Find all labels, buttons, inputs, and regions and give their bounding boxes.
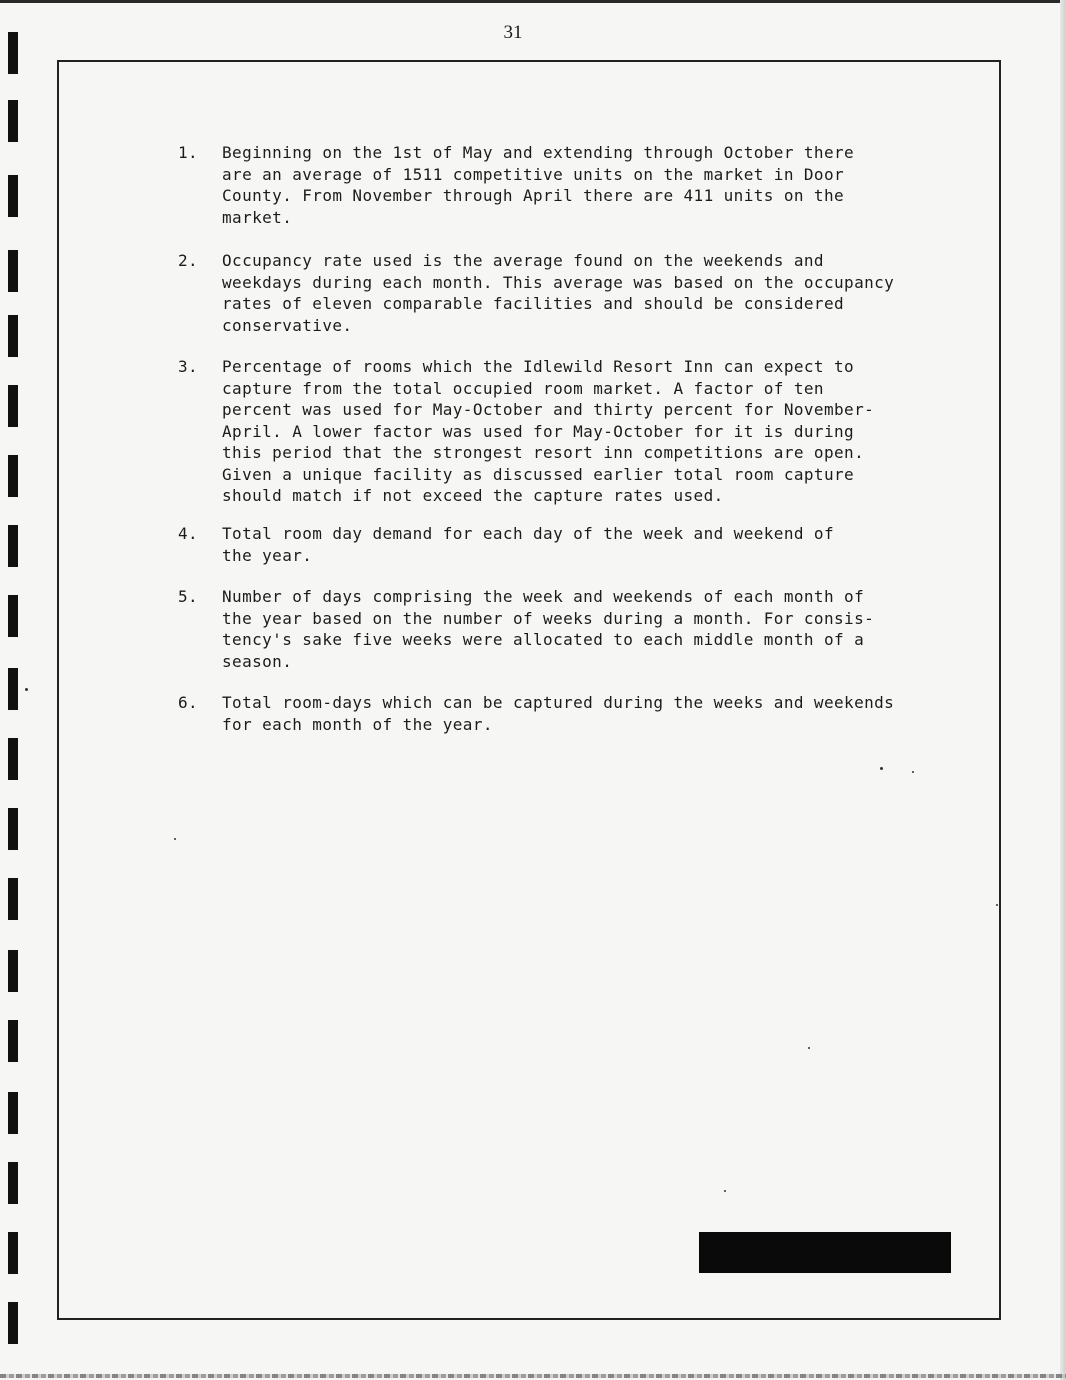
note-item [178,586,938,672]
scan-speck [174,838,176,840]
note-item [178,356,938,507]
binder-punch-mark [8,32,18,74]
scan-speck [808,1047,810,1049]
binder-punch-mark [8,525,18,567]
note-text: Number of days comprising the week and weekends of each month of the year based on the number of weeks during a month. For consis- tency's sake five weeks were allocated to each middle month of a season. [222,587,875,671]
binder-punch-mark [8,595,18,637]
note-number: 2. [178,251,199,270]
scan-right-edge [1060,0,1066,1380]
scan-speck [912,771,914,773]
binder-punch-mark [8,385,18,427]
note-number: 3. [178,357,199,376]
page-border-frame [57,60,1001,1320]
binder-punch-mark [8,175,18,217]
page-number: 31 [503,22,523,43]
binder-punch-mark [8,315,18,357]
note-number: 6. [178,693,199,712]
scan-bottom-edge [0,1374,1066,1378]
binder-punch-mark [8,950,18,992]
note-number: 5. [178,587,199,606]
binder-punch-mark [8,1162,18,1204]
binder-punch-mark [8,878,18,920]
binder-punch-mark [8,668,18,710]
note-item [178,142,938,228]
binder-punch-mark [8,1232,18,1274]
binder-punch-mark [8,1092,18,1134]
binder-punch-mark [8,1020,18,1062]
redaction-block [699,1232,951,1273]
binder-punch-mark [8,738,18,780]
note-number: 1. [178,143,199,162]
scan-top-edge [0,0,1066,3]
binder-punch-mark [8,808,18,850]
note-text: Occupancy rate used is the average found on the weekends and weekdays during each month. This average was based on the occupancy rates of eleven comparable facilities and should be considered conservative. [222,251,895,335]
note-text: Percentage of rooms which the Idlewild Resort Inn can expect to capture from the total occupied room market. A factor of ten percent was used for May-October and thirty percent for November- April. A lower factor was used for May-October for it is during this period that the strongest resort inn competitions are open. Given a unique facility as discussed earlier total room capture should match if not exceed the capture rates used. [222,357,875,505]
binder-punch-mark [8,1302,18,1344]
note-item [178,692,938,735]
scan-speck [724,1190,726,1192]
scan-speck [880,767,883,770]
note-item [178,523,938,566]
binder-punch-mark [8,455,18,497]
note-text: Total room day demand for each day of the week and weekend of the year. [222,524,835,565]
binder-punch-mark [8,250,18,292]
scan-speck [25,688,28,691]
note-number: 4. [178,524,199,543]
scan-speck [996,904,998,906]
note-text: Total room-days which can be captured during the weeks and weekends for each month of the year. [222,693,895,734]
binder-punch-mark [8,100,18,142]
note-text: Beginning on the 1st of May and extending through October there are an average of 1511 competitive units on the market in Door County. From November through April there are 411 units on the market. [222,143,855,227]
note-item [178,250,938,336]
